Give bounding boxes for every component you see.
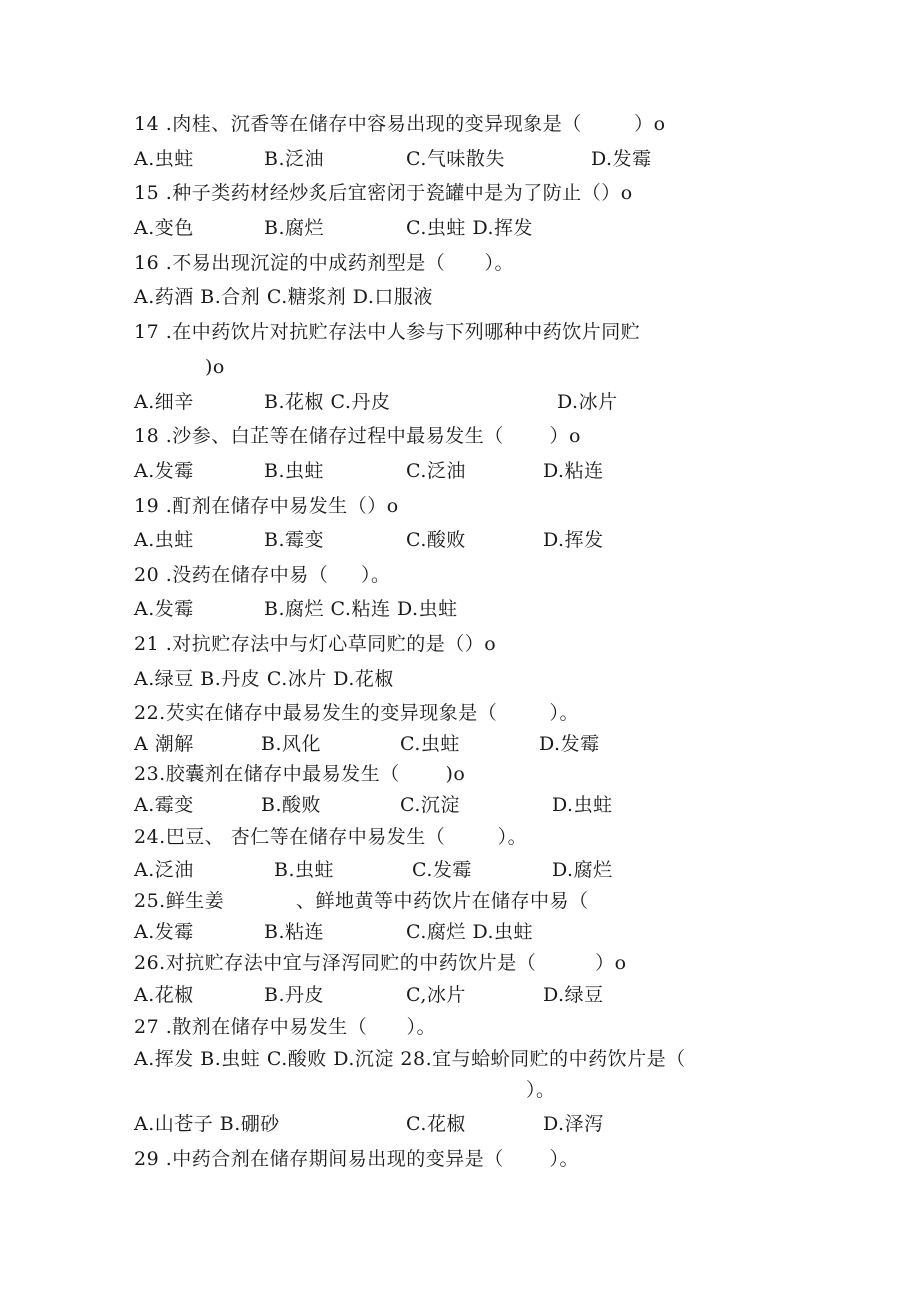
question-22: 22.芡实在储存中最易发生的变异现象是（ ）。 [134, 702, 580, 724]
option-c: C.气味散失 [406, 148, 505, 170]
options-and-question-28: A.挥发 B.虫蛀 C.酸败 D.沉淀 28.宜与蛤蚧同贮的中药饮片是（ [134, 1048, 686, 1070]
question-23: 23.胶囊剂在储存中最易发生（ )o [134, 763, 466, 785]
options-abcd: A.绿豆 B.丹皮 C.冰片 D.花椒 [134, 668, 394, 690]
option-a: A.发霉 [134, 921, 194, 943]
question-17-continued: )o [205, 356, 225, 378]
option-a: A.细辛 [134, 391, 194, 413]
question-20: 20 .没药在储存中易（ ）。 [134, 564, 391, 586]
option-a: A.发霉 [134, 598, 194, 620]
option-a: A.虫蛀 [134, 148, 194, 170]
option-b: B.虫蛀 [264, 460, 325, 482]
option-d: D.绿豆 [543, 984, 604, 1006]
option-c: C.虫蛀 [400, 733, 460, 755]
option-c-d: C.虫蛀 D.挥发 [406, 217, 534, 239]
option-b: B.虫蛀 [274, 859, 335, 881]
option-d: D.腐烂 [552, 859, 613, 881]
option-b: B.丹皮 [264, 984, 325, 1006]
option-c: C,冰片 [406, 984, 466, 1006]
option-d: D.发霉 [591, 148, 652, 170]
question-16: 16 .不易出现沉淀的中成药剂型是（ ）。 [134, 252, 514, 274]
option-c: C.沉淀 [400, 794, 460, 816]
option-c: C.发霉 [412, 859, 472, 881]
question-24: 24.巴豆、 杏仁等在储存中易发生（ ）。 [134, 826, 528, 848]
question-26: 26.对抗贮存法中宜与泽泻同贮的中药饮片是（ ）o [134, 952, 627, 974]
option-d: D.粘连 [543, 460, 604, 482]
option-b: B.风化 [261, 733, 322, 755]
option-d: D.发霉 [539, 733, 600, 755]
option-c-d: C.腐烂 D.虫蛀 [406, 921, 534, 943]
option-c: C.酸败 [406, 529, 466, 551]
option-a: A.花椒 [134, 984, 194, 1006]
option-a: A.霉变 [134, 794, 194, 816]
option-a: A.发霉 [134, 460, 194, 482]
question-15: 15 .种子类药材经炒炙后宜密闭于瓷罐中是为了防止（）o [134, 182, 633, 204]
option-b-c-d: B.腐烂 C.粘连 D.虫蛀 [264, 598, 458, 620]
option-a: A.变色 [134, 217, 194, 239]
question-21: 21 .对抗贮存法中与灯心草同贮的是（）o [134, 633, 497, 655]
option-b: B.粘连 [264, 921, 325, 943]
question-19: 19 .酊剂在储存中易发生（）o [134, 495, 399, 517]
question-14: 14 .肉桂、沉香等在储存中容易出现的变异现象是（ ）o [134, 113, 666, 135]
option-c: C.花椒 [406, 1113, 466, 1135]
question-25: 25.鲜生姜 [134, 890, 225, 912]
option-b: B.霉变 [264, 529, 325, 551]
option-b-c: B.花椒 C.丹皮 [264, 391, 391, 413]
option-d: D.冰片 [557, 391, 618, 413]
option-d: D.挥发 [543, 529, 604, 551]
question-29: 29 .中药合剂在储存期间易出现的变异是（ ）。 [134, 1148, 580, 1170]
question-27: 27 .散剂在储存中易发生（ ）。 [134, 1016, 436, 1038]
option-b: B.酸败 [261, 794, 322, 816]
option-a: A.虫蛀 [134, 529, 194, 551]
option-a: A 潮解 [134, 733, 194, 755]
question-28-continued: ）。 [526, 1079, 556, 1101]
option-a: A.泛油 [134, 859, 194, 881]
options-abcd: A.药酒 B.合剂 C.糖浆剂 D.口服液 [134, 286, 433, 308]
option-d: D.泽泻 [543, 1113, 604, 1135]
option-b: B.泛油 [264, 148, 325, 170]
option-d: D.虫蛀 [552, 794, 613, 816]
option-b: B.腐烂 [264, 217, 325, 239]
question-18: 18 .沙参、白芷等在储存过程中最易发生（ ）o [134, 425, 581, 447]
option-a-b: A.山苍子 B.硼砂 [134, 1113, 280, 1135]
question-17: 17 .在中药饮片对抗贮存法中人参与下列哪种中药饮片同贮 [134, 321, 641, 343]
option-c: C.泛油 [406, 460, 466, 482]
question-25-continued: 、鲜地黄等中药饮片在储存中易（ [296, 890, 589, 912]
